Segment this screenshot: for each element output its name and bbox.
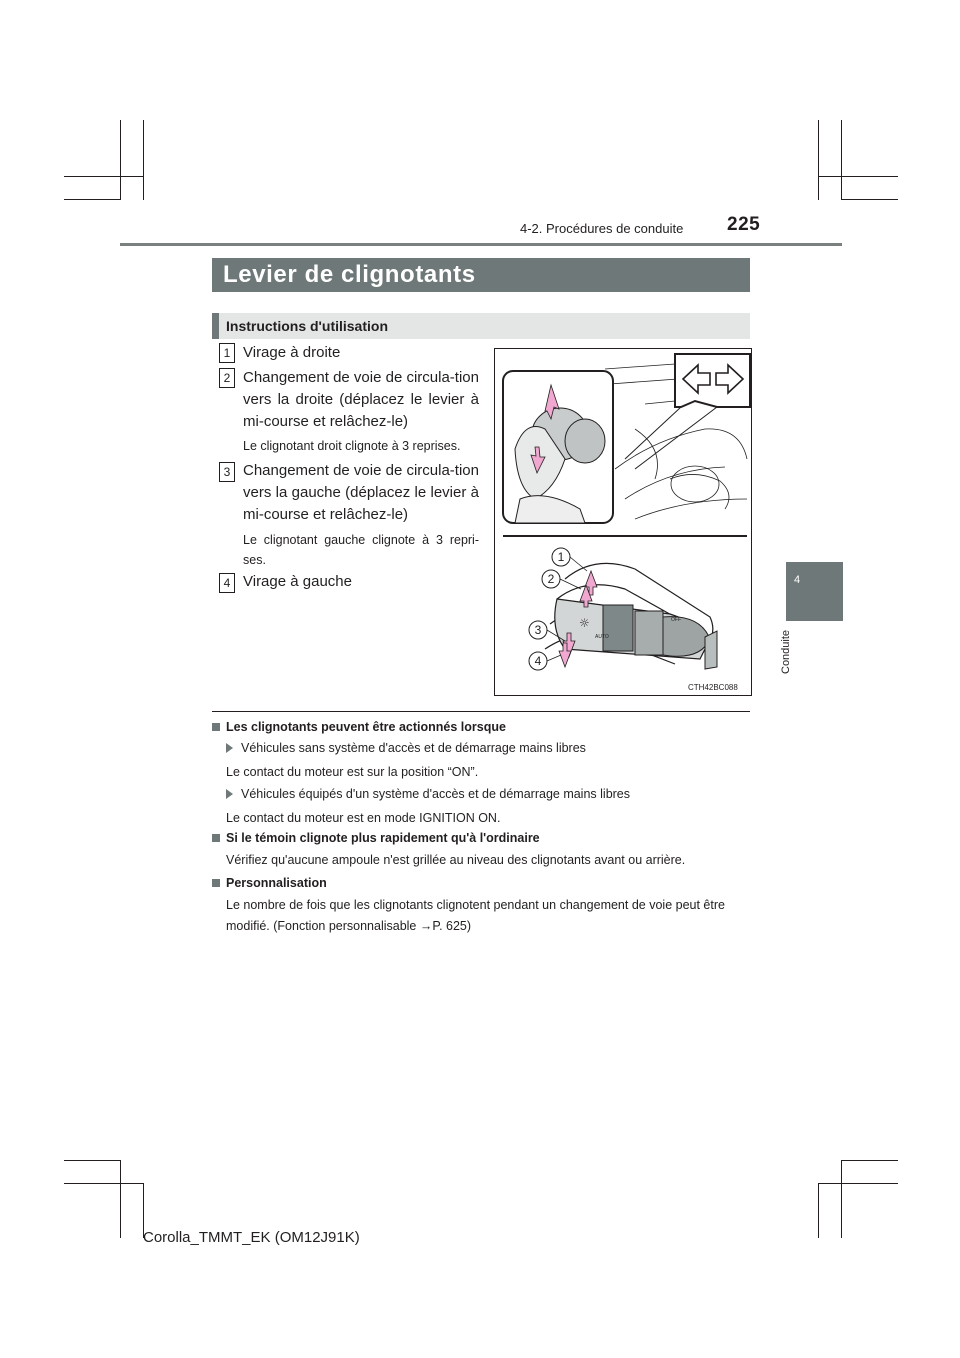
figure-code: CTH42BC088: [688, 683, 738, 692]
note-line: Véhicules sans système d'accès et de démarrage mains libres: [226, 738, 754, 759]
auto-label: AUTO: [595, 634, 609, 640]
triangle-bullet-icon: [226, 743, 233, 753]
note-line: Le contact du moteur est sur la position “ON”.: [226, 765, 479, 779]
crop-mark: [64, 1183, 144, 1184]
item-text: Changement de voie de circula-tion vers la droite (déplacez le levier à mi-course et relâchez-le): [243, 369, 479, 430]
section-header: 4-2. Procédures de conduite: [520, 221, 684, 236]
item-number-box: 3: [219, 462, 235, 482]
note-title: Personnalisation: [212, 876, 327, 890]
document-footer: Corolla_TMMT_EK (OM12J91K): [143, 1229, 360, 1246]
crop-mark: [841, 199, 898, 200]
chapter-number: 4: [793, 574, 801, 586]
crop-mark: [143, 120, 144, 200]
callout-4: 4: [534, 654, 542, 668]
crop-mark: [841, 1160, 842, 1238]
crop-mark: [841, 120, 842, 200]
crop-mark: [818, 120, 819, 200]
item-note: Le clignotant droit clignote à 3 reprises.: [243, 439, 461, 453]
item-note: Le clignotant gauche clignote à 3 repri-ses.: [243, 533, 479, 567]
note-title: Les clignotants peuvent être actionnés lorsque: [212, 720, 506, 734]
turn-signal-figure: [494, 348, 752, 696]
item-text: Virage à droite: [243, 344, 341, 361]
crop-mark: [818, 1183, 819, 1238]
item-number-box: 2: [219, 368, 235, 388]
section-divider: [212, 711, 750, 712]
off-label: OFF: [671, 617, 681, 623]
square-bullet-icon: [212, 723, 220, 731]
note-line: Véhicules équipés d'un système d'accès et de démarrage mains libres: [226, 784, 754, 805]
subtitle: Instructions d'utilisation: [226, 318, 388, 334]
callout-1: 1: [557, 550, 565, 564]
item-text: Changement de voie de circula-tion vers la gauche (déplacez le levier à mi-course et relâchez-le): [243, 462, 479, 523]
subtitle-marker: [212, 313, 219, 339]
chapter-tab: [786, 562, 843, 621]
crop-mark: [64, 199, 121, 200]
page-number: 225: [727, 214, 761, 235]
page-title: Levier de clignotants: [223, 261, 476, 288]
crop-mark: [818, 1183, 898, 1184]
chapter-label: Conduite: [780, 630, 792, 675]
note-line: Vérifiez qu'aucune ampoule n'est grillée au niveau des clignotants avant ou arrière.: [226, 853, 686, 867]
item-text: Virage à gauche: [243, 573, 352, 590]
crop-mark: [64, 176, 144, 177]
crop-mark: [120, 120, 121, 200]
note-title: Si le témoin clignote plus rapidement qu'à l'ordinaire: [212, 831, 540, 845]
header-rule: [120, 243, 842, 246]
crop-mark: [64, 1160, 121, 1161]
crop-mark: [841, 1160, 898, 1161]
item-number-box: 1: [219, 343, 235, 363]
note-line: Le nombre de fois que les clignotants clignotent pendant un changement de voie peut être modifié. (Fonction personnalisable →P. 625): [226, 898, 725, 933]
crop-mark: [818, 176, 898, 177]
figure-illustration: [495, 349, 751, 695]
triangle-bullet-icon: [226, 789, 233, 799]
item-number-box: 4: [219, 573, 235, 593]
square-bullet-icon: [212, 834, 220, 842]
square-bullet-icon: [212, 879, 220, 887]
svg-text:☼: ☼: [579, 616, 590, 630]
callout-3: 3: [534, 623, 542, 637]
crop-mark: [120, 1160, 121, 1238]
callout-2: 2: [547, 572, 555, 586]
note-line: Le contact du moteur est en mode IGNITION ON.: [226, 811, 501, 825]
